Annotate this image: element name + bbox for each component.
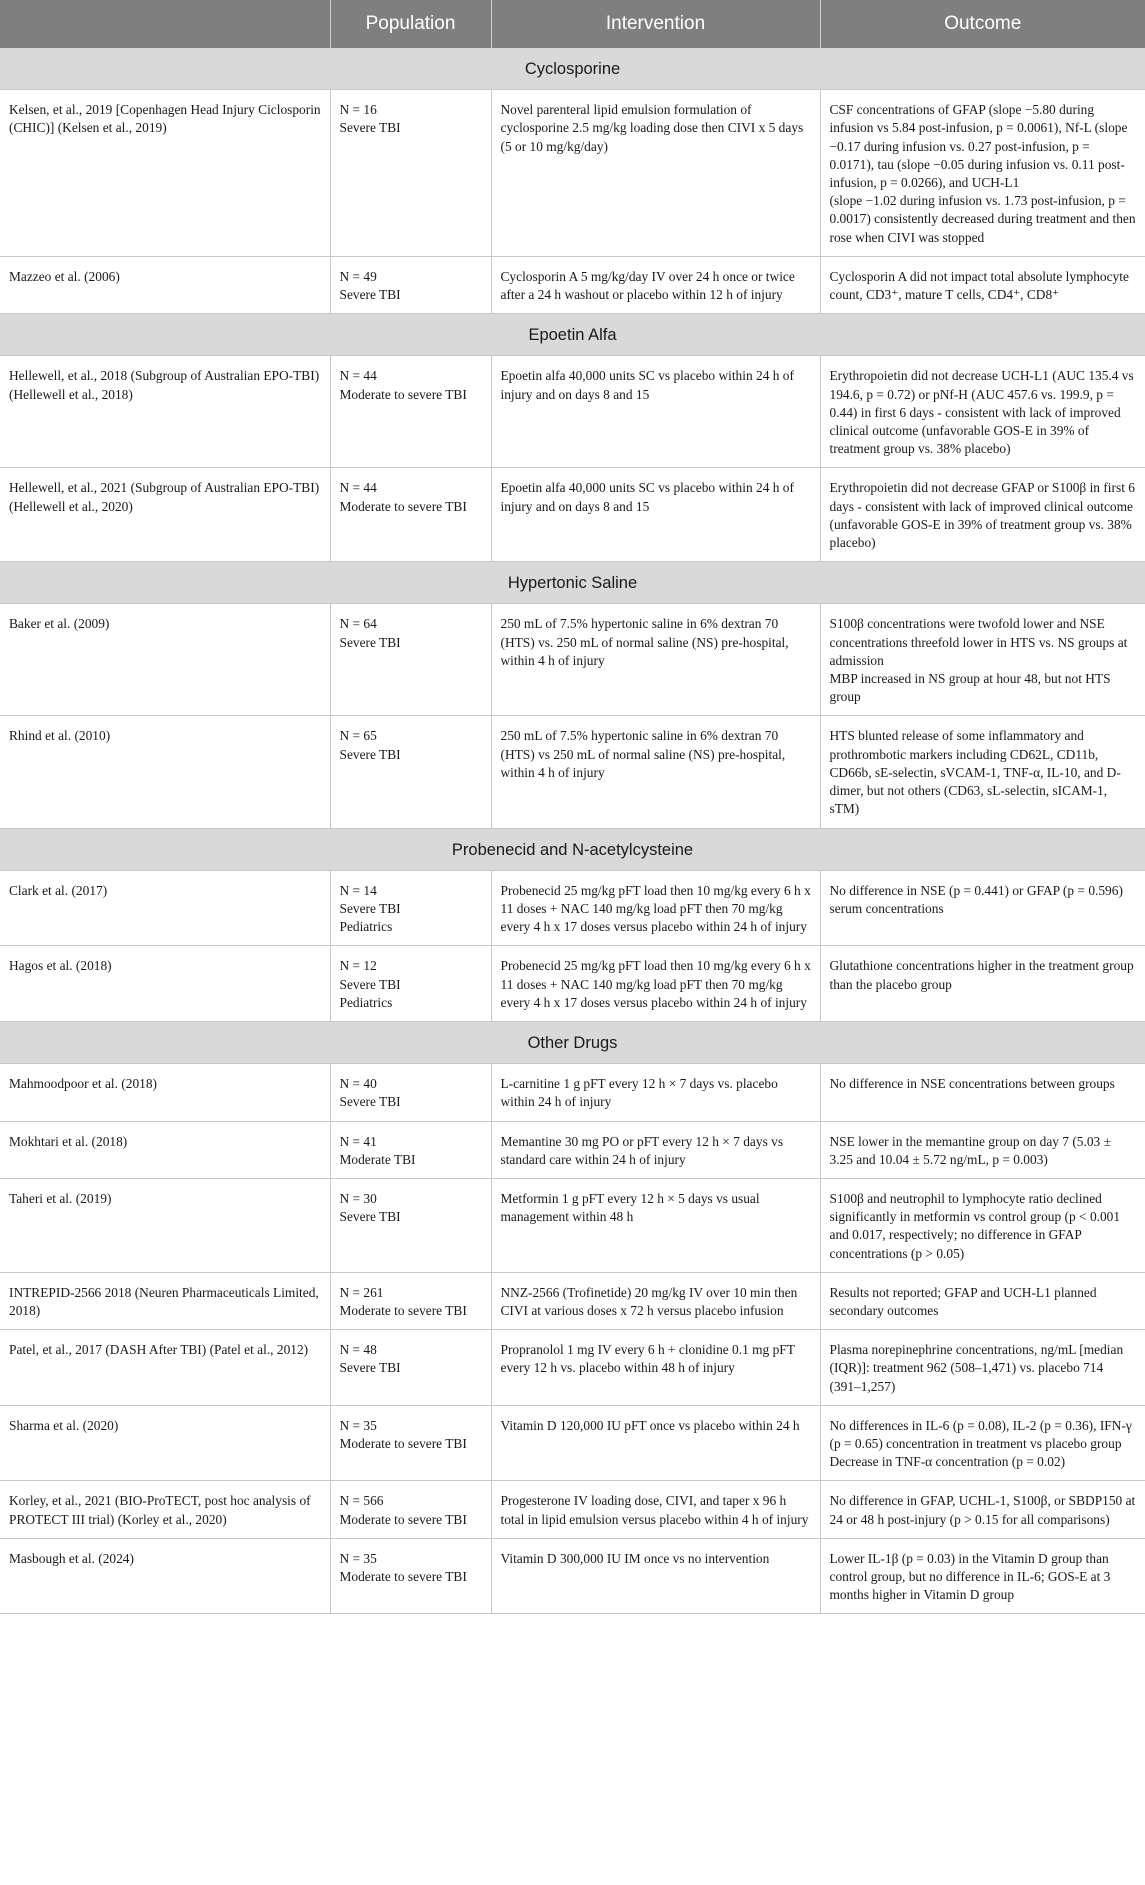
table-row [0,1121,1145,1178]
cell-outcome: Erythropoietin did not decrease GFAP or S100β in first 6 days - consistent with lack of improved clinical outcome (unfavorable GOS-E in 39% of treatment group vs. 38% placebo) [820,468,1145,562]
cell-population: N = 44 Moderate to severe TBI [330,356,491,468]
section-row [0,48,1145,90]
cell-intervention: Memantine 30 mg PO or pFT every 12 h × 7 days vs standard care within 24 h of injury [491,1121,820,1178]
cell-population: N = 48 Severe TBI [330,1330,491,1406]
cell-outcome: Glutathione concentrations higher in the treatment group than the placebo group [820,946,1145,1022]
cell-outcome: No differences in IL-6 (p = 0.08), IL-2 (p = 0.36), IFN-γ (p = 0.65) concentration in treatment vs placebo group Decrease in TNF-α concentration (p = 0.02) [820,1405,1145,1481]
section-title: Other Drugs [0,1021,1145,1063]
header-outcome: Outcome [820,0,1145,48]
table-row [0,604,1145,716]
cell-study: Sharma et al. (2020) [0,1405,330,1481]
cell-population: N = 40 Severe TBI [330,1064,491,1121]
cell-population: N = 35 Moderate to severe TBI [330,1405,491,1481]
table-row [0,90,1145,257]
cell-outcome: Cyclosporin A did not impact total absolute lymphocyte count, CD3⁺, mature T cells, CD4⁺, CD8⁺ [820,256,1145,313]
cell-intervention: Cyclosporin A 5 mg/kg/day IV over 24 h once or twice after a 24 h washout or placebo within 12 h of injury [491,256,820,313]
table-row [0,1481,1145,1538]
cell-intervention: Vitamin D 300,000 IU IM once vs no intervention [491,1538,820,1614]
cell-population: N = 14 Severe TBI Pediatrics [330,870,491,946]
cell-outcome: S100β concentrations were twofold lower and NSE concentrations threefold lower in HTS vs. NS groups at admission MBP increased in NS group at hour 48, but not HTS group [820,604,1145,716]
section-title: Probenecid and N-acetylcysteine [0,828,1145,870]
cell-intervention: Epoetin alfa 40,000 units SC vs placebo within 24 h of injury and on days 8 and 15 [491,356,820,468]
cell-outcome: Lower IL-1β (p = 0.03) in the Vitamin D group than control group, but no difference in IL-6; GOS-E at 3 months higher in Vitamin D group [820,1538,1145,1614]
cell-study: Baker et al. (2009) [0,604,330,716]
cell-outcome: NSE lower in the memantine group on day 7 (5.03 ± 3.25 and 10.04 ± 5.72 ng/mL, p = 0.003) [820,1121,1145,1178]
cell-study: Hagos et al. (2018) [0,946,330,1022]
table-row [0,1330,1145,1406]
table-row [0,1405,1145,1481]
cell-intervention: L-carnitine 1 g pFT every 12 h × 7 days vs. placebo within 24 h of injury [491,1064,820,1121]
cell-intervention: NNZ-2566 (Trofinetide) 20 mg/kg IV over 10 min then CIVI at various doses x 72 h versus placebo infusion [491,1272,820,1329]
cell-study: Kelsen, et al., 2019 [Copenhagen Head Injury Ciclosporin (CHIC)] (Kelsen et al., 2019) [0,90,330,257]
cell-intervention: Propranolol 1 mg IV every 6 h + clonidine 0.1 mg pFT every 12 h vs. placebo within 48 h of injury [491,1330,820,1406]
cell-study: Clark et al. (2017) [0,870,330,946]
cell-intervention: Epoetin alfa 40,000 units SC vs placebo within 24 h of injury and on days 8 and 15 [491,468,820,562]
header-study [0,0,330,48]
table-row [0,870,1145,946]
cell-outcome: S100β and neutrophil to lymphocyte ratio declined significantly in metformin vs control group (p < 0.001 and 0.017, respectively; no difference in GFAP concentrations (p > 0.05) [820,1178,1145,1272]
cell-study: Mokhtari et al. (2018) [0,1121,330,1178]
cell-study: Rhind et al. (2010) [0,716,330,828]
cell-outcome: No difference in NSE (p = 0.441) or GFAP (p = 0.596) serum concentrations [820,870,1145,946]
header-population: Population [330,0,491,48]
cell-population: N = 41 Moderate TBI [330,1121,491,1178]
section-title: Hypertonic Saline [0,562,1145,604]
cell-outcome: HTS blunted release of some inflammatory and prothrombotic markers including CD62L, CD11b, CD66b, sE-selectin, sVCAM-1, TNF-α, IL-10, and D-dimer, but not others (CD63, sL-selectin, sICAM-1, sTM) [820,716,1145,828]
cell-population: N = 12 Severe TBI Pediatrics [330,946,491,1022]
cell-outcome: No difference in GFAP, UCHL-1, S100β, or SBDP150 at 24 or 48 h post-injury (p > 0.15 for all comparisons) [820,1481,1145,1538]
cell-study: INTREPID-2566 2018 (Neuren Pharmaceuticals Limited, 2018) [0,1272,330,1329]
cell-intervention: 250 mL of 7.5% hypertonic saline in 6% dextran 70 (HTS) vs 250 mL of normal saline (NS) pre-hospital, within 4 h of injury [491,716,820,828]
table-row [0,256,1145,313]
section-title: Cyclosporine [0,48,1145,90]
header-intervention: Intervention [491,0,820,48]
table-row [0,716,1145,828]
cell-population: N = 16 Severe TBI [330,90,491,257]
cell-population: N = 35 Moderate to severe TBI [330,1538,491,1614]
cell-study: Patel, et al., 2017 (DASH After TBI) (Patel et al., 2012) [0,1330,330,1406]
cell-intervention: Vitamin D 120,000 IU pFT once vs placebo within 24 h [491,1405,820,1481]
section-row [0,562,1145,604]
table-row [0,946,1145,1022]
section-row [0,314,1145,356]
section-row [0,1021,1145,1063]
cell-population: N = 65 Severe TBI [330,716,491,828]
table-row [0,1272,1145,1329]
cell-study: Masbough et al. (2024) [0,1538,330,1614]
cell-intervention: Probenecid 25 mg/kg pFT load then 10 mg/kg every 6 h x 11 doses + NAC 140 mg/kg load pFT then 70 mg/kg every 4 h x 17 doses versus placebo within 24 h of injury [491,946,820,1022]
cell-outcome: Erythropoietin did not decrease UCH-L1 (AUC 135.4 vs 194.6, p = 0.72) or pNf-H (AUC 457.6 vs. 199.9, p = 0.44) in first 6 days - consistent with lack of improved clinical outcome (unfavorable GOS-E in 39% of treatment group vs. 38% placebo) [820,356,1145,468]
cell-population: N = 49 Severe TBI [330,256,491,313]
cell-intervention: Metformin 1 g pFT every 12 h × 5 days vs usual management within 48 h [491,1178,820,1272]
cell-intervention: Novel parenteral lipid emulsion formulation of cyclosporine 2.5 mg/kg loading dose then CIVI x 5 days (5 or 10 mg/kg/day) [491,90,820,257]
cell-outcome: Results not reported; GFAP and UCH-L1 planned secondary outcomes [820,1272,1145,1329]
cell-population: N = 566 Moderate to severe TBI [330,1481,491,1538]
section-row [0,828,1145,870]
cell-study: Mahmoodpoor et al. (2018) [0,1064,330,1121]
cell-study: Mazzeo et al. (2006) [0,256,330,313]
cell-study: Hellewell, et al., 2021 (Subgroup of Australian EPO-TBI) (Hellewell et al., 2020) [0,468,330,562]
cell-outcome: CSF concentrations of GFAP (slope −5.80 during infusion vs 5.84 post-infusion, p = 0.0061), Nf-L (slope −0.17 during infusion vs. 0.27 post-infusion, p = 0.0171), tau (slope −0.05 during infusion vs. 0.11 post-infusion, p = 0.0266), and UCH-L1 (slope −1.02 during infusion vs. 1.73 post-infusion, p = 0.0017) consistently decreased during treatment and then rose when CIVI was stopped [820,90,1145,257]
cell-population: N = 261 Moderate to severe TBI [330,1272,491,1329]
header-row [0,0,1145,48]
cell-intervention: Progesterone IV loading dose, CIVI, and taper x 96 h total in lipid emulsion versus placebo within 4 h of injury [491,1481,820,1538]
table-row [0,1178,1145,1272]
table-row [0,1538,1145,1614]
cell-intervention: Probenecid 25 mg/kg pFT load then 10 mg/kg every 6 h x 11 doses + NAC 140 mg/kg load pFT then 70 mg/kg every 4 h x 17 doses versus placebo within 24 h of injury [491,870,820,946]
cell-study: Taheri et al. (2019) [0,1178,330,1272]
cell-outcome: No difference in NSE concentrations between groups [820,1064,1145,1121]
table-row [0,468,1145,562]
table-row [0,1064,1145,1121]
table-body [0,48,1145,1614]
cell-intervention: 250 mL of 7.5% hypertonic saline in 6% dextran 70 (HTS) vs. 250 mL of normal saline (NS) pre-hospital, within 4 h of injury [491,604,820,716]
cell-study: Hellewell, et al., 2018 (Subgroup of Australian EPO-TBI) (Hellewell et al., 2018) [0,356,330,468]
cell-outcome: Plasma norepinephrine concentrations, ng/mL [median (IQR)]: treatment 962 (508–1,471) vs. placebo 714 (391–1,257) [820,1330,1145,1406]
section-title: Epoetin Alfa [0,314,1145,356]
cell-study: Korley, et al., 2021 (BIO-ProTECT, post hoc analysis of PROTECT III trial) (Korley et al., 2020) [0,1481,330,1538]
cell-population: N = 64 Severe TBI [330,604,491,716]
cell-population: N = 30 Severe TBI [330,1178,491,1272]
table-row [0,356,1145,468]
cell-population: N = 44 Moderate to severe TBI [330,468,491,562]
